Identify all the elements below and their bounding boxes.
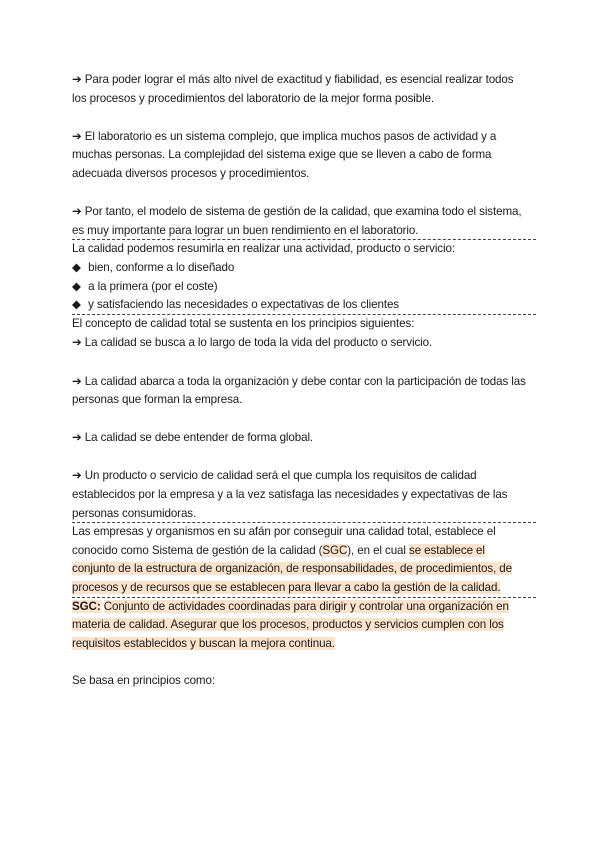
arrow-icon: ➔	[72, 128, 82, 143]
quality-bullet-1	[72, 259, 530, 278]
sgc-intro-part3: ), en el cual	[347, 543, 406, 557]
arrow-icon: ➔	[72, 468, 82, 483]
diamond-bullet-icon: ◆	[72, 260, 81, 274]
intro-text-2: El laboratorio es un sistema complejo, que implica muchos pasos de actividad y a muchas personas. La complejidad del sistema exige que se lleven a cabo de forma adecuada diversos procesos y procedimientos.	[72, 129, 497, 180]
quality-bullet-text: a la primera (por el coste)	[88, 279, 218, 293]
sgc-term: SGC:	[72, 599, 101, 613]
arrow-icon: ➔	[72, 430, 82, 445]
quality-bullet-2	[72, 278, 530, 297]
arrow-icon: ➔	[72, 373, 82, 388]
principle-1	[72, 333, 530, 353]
sgc-acronym: SGC	[322, 543, 348, 557]
total-quality-lead: El concepto de calidad total se sustenta en los principios siguientes:	[72, 316, 415, 330]
sgc-definition-text: Conjunto de actividades coordinadas para dirigir y controlar una organización en materia de calidad. Asegurar que los procesos, productos y servicios cumplen con los requisitos establecidos y buscan la mejora continua.	[72, 599, 509, 650]
sgc-intro-part1: Las empresas y organismos en su afán por conseguir una calidad total, establece el conocido como	[72, 525, 496, 557]
sgc-intro-paragraph	[72, 523, 530, 597]
quality-bullet-text: bien, conforme a lo diseñado	[88, 260, 235, 274]
intro-text-1: Para poder lograr el más alto nivel de exactitud y fiabilidad, es esencial realizar todos los procesos y procedimientos del laboratorio de la mejor forma posible.	[72, 73, 514, 105]
arrow-icon: ➔	[72, 204, 82, 219]
sgc-highlighted-definition: se establece el conjunto de la estructura de organización, de responsabilidades, de procedimientos, de procesos y de recursos que se establecen para llevar a cabo la gestión de la calidad.	[72, 543, 512, 595]
quality-bullet-3	[72, 296, 530, 315]
sgc-definition-paragraph	[72, 598, 530, 654]
quality-lead: La calidad podemos resumirla en realizar una actividad, producto o servicio:	[72, 242, 455, 256]
principle-3	[72, 428, 530, 448]
principle-text: La calidad se busca a lo largo de toda la vida del producto o servicio.	[84, 336, 433, 350]
arrow-icon: ➔	[72, 72, 82, 86]
intro-paragraph-1	[72, 70, 530, 108]
diamond-bullet-icon: ◆	[72, 298, 81, 312]
intro-paragraph-2	[72, 127, 530, 184]
diamond-bullet-icon: ◆	[72, 279, 81, 293]
principle-text: La calidad abarca a toda la organización y debe contar con la participación de todas las personas que forman la empresa.	[72, 374, 526, 407]
arrow-icon: ➔	[72, 335, 82, 350]
principle-2	[72, 372, 530, 410]
principle-text: Un producto o servicio de calidad será el que cumpla los requisitos de calidad establecidos por la empresa y a la vez satisfaga las necesidades y expectativas de las personas consumidoras.	[72, 469, 508, 520]
sgc-intro-part2: Sistema de gestión de la calidad (	[151, 543, 323, 557]
quality-bullet-text: y satisfaciendo las necesidades o expectativas de los clientes	[88, 298, 400, 312]
intro-text-3: Por tanto, el modelo de sistema de gestión de la calidad, que examina todo el sistema, es muy importante para lograr un buen rendimiento en el laboratorio.	[72, 205, 522, 237]
closing-line: Se basa en principios como:	[72, 674, 215, 687]
principle-text: La calidad se debe entender de forma global.	[84, 431, 314, 445]
intro-paragraph-3	[72, 202, 530, 240]
principle-4	[72, 466, 530, 523]
